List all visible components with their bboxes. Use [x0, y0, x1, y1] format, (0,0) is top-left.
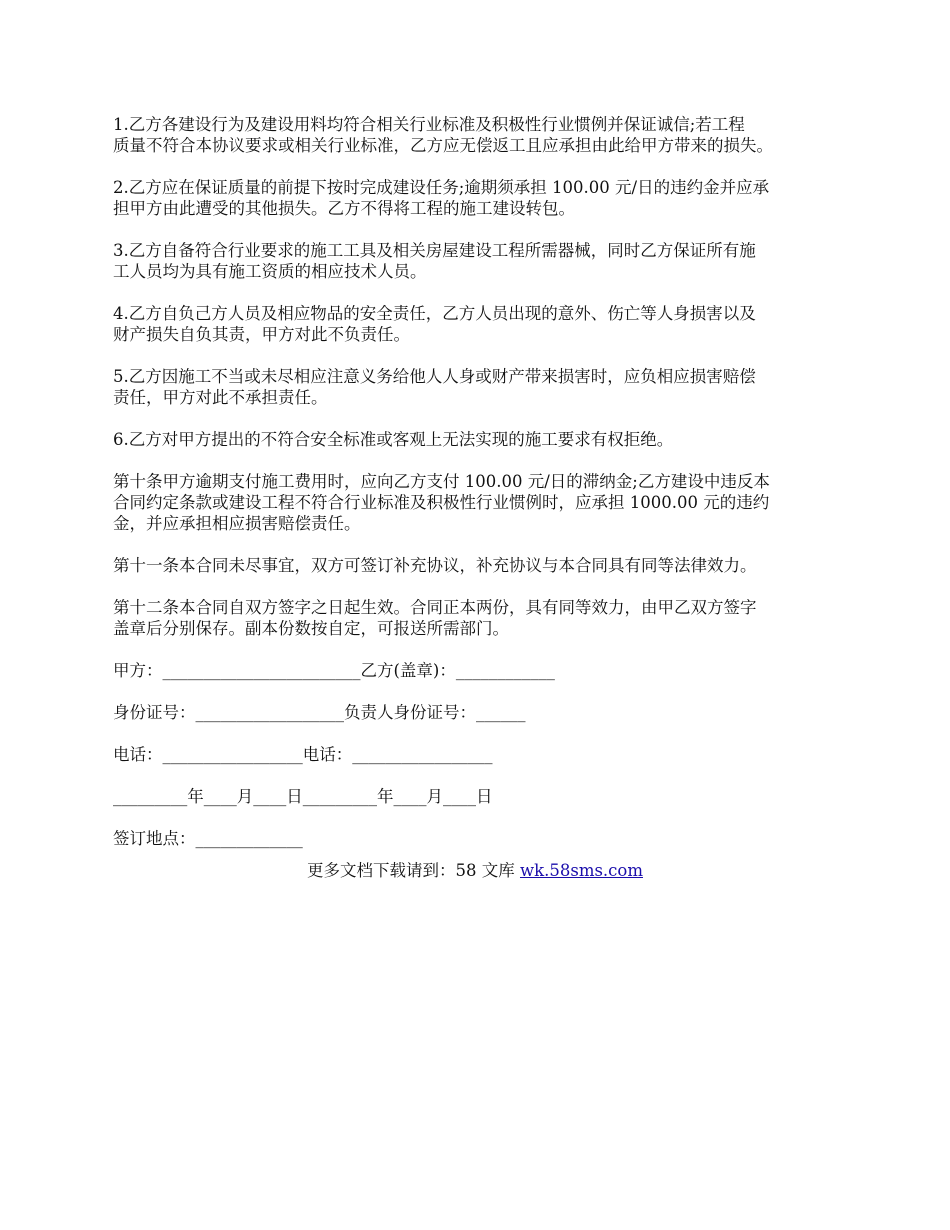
footer-link[interactable]: wk.58sms.com: [519, 861, 643, 880]
article-11: [113, 555, 848, 576]
clause-line: 第十一条本合同未尽事宜，双方可签订补充协议，补充协议与本合同具有同等法律效力。: [113, 556, 757, 575]
article-10: [113, 471, 848, 534]
id-number-line: 身份证号：__________________负责人身份证号：______: [113, 703, 526, 722]
clause-line: 盖章后分别保存。副本份数按自定，可报送所需部门。: [113, 619, 509, 638]
clause-line: 财产损失自负其责，甲方对此不负责任。: [113, 325, 410, 344]
clause-line: 3.乙方自备符合行业要求的施工工具及相关房屋建设工程所需器械，同时乙方保证所有施: [113, 241, 756, 260]
clause-1: [113, 114, 848, 156]
article-12: [113, 597, 848, 639]
clause-2: [113, 177, 848, 219]
clause-line: 工人员均为具有施工资质的相应技术人员。: [113, 262, 427, 281]
clause-line: 6.乙方对甲方提出的不符合安全标准或客观上无法实现的施工要求有权拒绝。: [113, 430, 674, 449]
footer-text: 更多文档下载请到：58 文库: [306, 861, 520, 880]
clause-line: 金，并应承担相应损害赔偿责任。: [113, 514, 361, 533]
clause-5: [113, 366, 848, 408]
party-signature-line: 甲方：________________________乙方(盖章)：____________: [113, 661, 555, 680]
phone-line: 电话：_________________电话：_________________: [113, 745, 493, 764]
clause-6: [113, 429, 848, 450]
clause-line: 担甲方由此遭受的其他损失。乙方不得将工程的施工建设转包。: [113, 199, 575, 218]
date-line: _________年____月____日_________年____月____日: [113, 787, 493, 806]
clause-line: 第十条甲方逾期支付施工费用时，应向乙方支付 100.00 元/日的滞纳金;乙方建设中违反本: [113, 472, 770, 491]
footer: [0, 860, 950, 881]
clause-line: 责任，甲方对此不承担责任。: [113, 388, 328, 407]
clause-line: 合同约定条款或建设工程不符合行业标准及积极性行业惯例时，应承担 1000.00 元的违约: [113, 493, 770, 512]
document-body: [113, 114, 848, 870]
signing-place-line: 签订地点：_____________: [113, 829, 303, 848]
clause-4: [113, 303, 848, 345]
clause-3: [113, 240, 848, 282]
clause-line: 质量不符合本协议要求或相关行业标准，乙方应无偿返工且应承担由此给甲方带来的损失。: [113, 136, 773, 155]
clause-line: 2.乙方应在保证质量的前提下按时完成建设任务;逾期须承担 100.00 元/日的违约金并应承: [113, 178, 770, 197]
clause-line: 4.乙方自负己方人员及相应物品的安全责任，乙方人员出现的意外、伤亡等人身损害以及: [113, 304, 756, 323]
clause-line: 5.乙方因施工不当或未尽相应注意义务给他人人身或财产带来损害时，应负相应损害赔偿: [113, 367, 756, 386]
clause-line: 1.乙方各建设行为及建设用料均符合相关行业标准及积极性行业惯例并保证诚信;若工程: [113, 115, 745, 134]
clause-line: 第十二条本合同自双方签字之日起生效。合同正本两份，具有同等效力，由甲乙双方签字: [113, 598, 757, 617]
